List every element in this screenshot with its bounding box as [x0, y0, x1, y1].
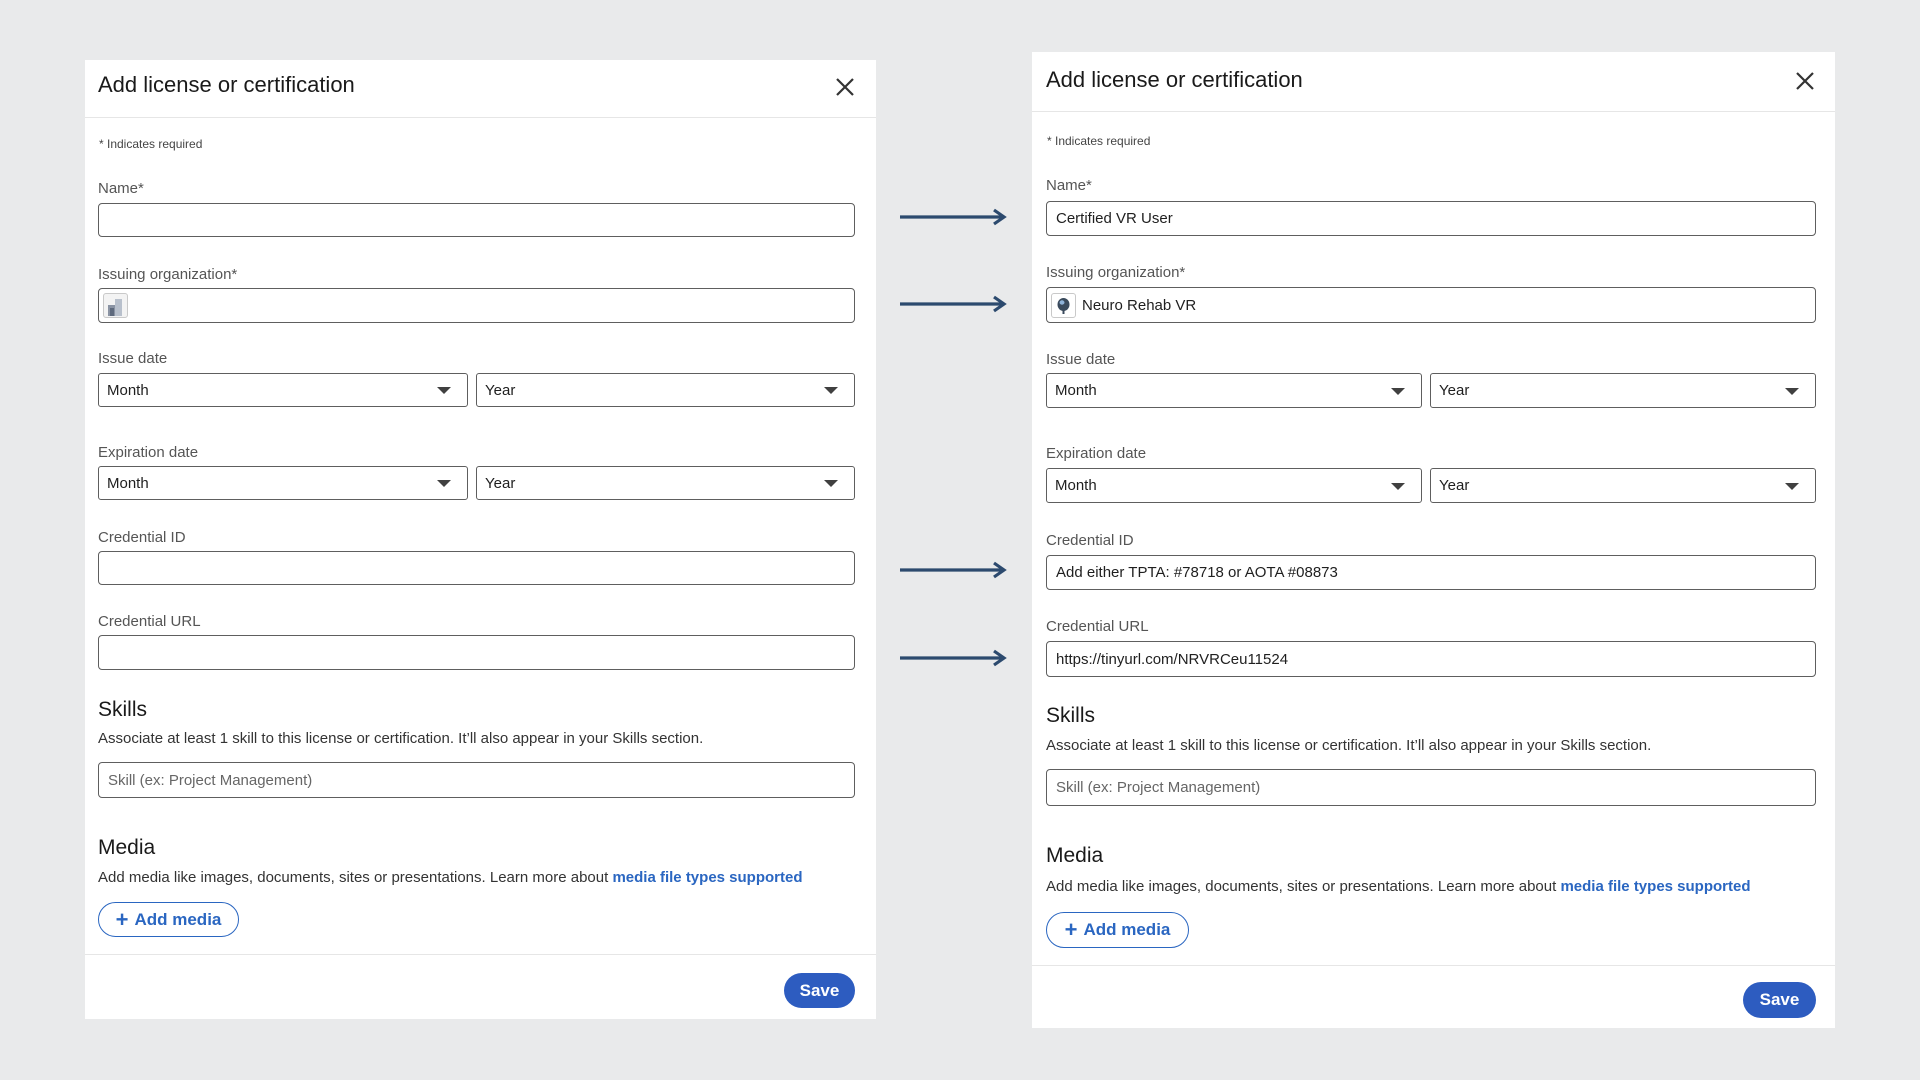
credential-url-label: Credential URL — [1046, 618, 1149, 635]
expiration-month-value: Month — [107, 474, 149, 492]
skills-description: Associate at least 1 skill to this license or certification. It’ll also appear in your Skills section. — [1046, 737, 1652, 754]
save-button[interactable]: Save — [1743, 982, 1816, 1018]
add-media-button[interactable] — [98, 902, 239, 937]
name-input[interactable] — [98, 203, 855, 237]
issue-year-value: Year — [1439, 382, 1470, 399]
expiration-month-select[interactable] — [1046, 468, 1422, 503]
media-title: Media — [98, 836, 156, 859]
issuing-org-label: Issuing organization* — [1046, 264, 1186, 281]
issuing-org-label: Issuing organization* — [98, 266, 238, 283]
issuing-org-value: Neuro Rehab VR — [1082, 296, 1197, 314]
expiration-year-select[interactable] — [476, 466, 855, 500]
add-media-label: Add media — [134, 909, 222, 929]
issue-month-value: Month — [107, 381, 149, 399]
media-file-types-link[interactable]: media file types supported — [612, 869, 803, 886]
caret-down-icon — [824, 480, 838, 487]
caret-down-icon — [1785, 483, 1799, 490]
expiration-year-value: Year — [485, 474, 516, 492]
plus-icon: + — [1064, 917, 1078, 942]
footer-divider — [85, 954, 876, 955]
skills-description: Associate at least 1 skill to this license or certification. It’ll also appear in your Skills section. — [98, 730, 704, 747]
issue-month-value: Month — [1055, 382, 1097, 399]
media-description-text: Add media like images, documents, sites or presentations. Learn more about — [1046, 878, 1561, 895]
name-label: Name* — [1046, 177, 1092, 194]
expiration-month-value: Month — [1055, 477, 1097, 494]
issue-date-label: Issue date — [98, 350, 168, 367]
left-dialog — [85, 60, 876, 1019]
right-dialog — [1032, 52, 1835, 1028]
caret-down-icon — [824, 387, 838, 394]
expiration-date-label: Expiration date — [1046, 445, 1147, 462]
caret-down-icon — [1391, 388, 1405, 395]
brain-logo-icon — [1051, 293, 1076, 318]
skill-input[interactable] — [98, 762, 855, 798]
arrow-right-icon — [898, 294, 1010, 314]
skill-input-placeholder: Skill (ex: Project Management) — [108, 771, 313, 789]
footer-divider — [1032, 965, 1835, 966]
close-icon — [832, 74, 858, 100]
close-button[interactable] — [832, 74, 858, 100]
issue-date-label: Issue date — [1046, 351, 1116, 368]
media-description — [1046, 878, 1751, 895]
dialog-title: Add license or certification — [1046, 67, 1303, 92]
name-input-value: Certified VR User — [1056, 210, 1173, 227]
issue-year-select[interactable] — [1430, 373, 1816, 408]
arrow-right-icon — [898, 560, 1010, 580]
required-note: * Indicates required — [99, 137, 203, 151]
caret-down-icon — [1391, 483, 1405, 490]
expiration-date-label: Expiration date — [98, 444, 199, 461]
caret-down-icon — [1785, 388, 1799, 395]
name-label: Name* — [98, 180, 144, 197]
media-description-text: Add media like images, documents, sites or presentations. Learn more about — [98, 869, 613, 886]
issue-year-value: Year — [485, 381, 516, 399]
arrow-right-icon — [898, 207, 1010, 227]
save-button[interactable]: Save — [784, 973, 855, 1008]
expiration-year-select[interactable] — [1430, 468, 1816, 503]
add-media-button[interactable] — [1046, 912, 1189, 948]
media-file-types-link[interactable]: media file types supported — [1560, 878, 1751, 895]
credential-url-value: https://tinyurl.com/NRVRCeu11524 — [1056, 650, 1289, 668]
credential-id-label: Credential ID — [1046, 532, 1134, 549]
credential-id-value: Add either TPTA: #78718 or AOTA #08873 — [1056, 564, 1338, 581]
placeholder-logo-icon — [103, 293, 128, 318]
media-title: Media — [1046, 844, 1104, 867]
issuing-org-input[interactable] — [1046, 287, 1816, 323]
dialog-title: Add license or certification — [98, 72, 355, 97]
credential-id-input[interactable] — [98, 551, 855, 585]
issue-month-select[interactable] — [98, 373, 468, 407]
credential-url-input[interactable] — [98, 635, 855, 670]
close-icon — [1792, 68, 1818, 94]
media-description — [98, 869, 803, 886]
credential-url-input[interactable] — [1046, 641, 1816, 677]
skills-title: Skills — [1046, 704, 1096, 727]
skill-input[interactable] — [1046, 769, 1816, 806]
required-note: * Indicates required — [1047, 134, 1151, 148]
name-input[interactable] — [1046, 201, 1816, 236]
skill-input-placeholder: Skill (ex: Project Management) — [1056, 779, 1261, 796]
caret-down-icon — [437, 480, 451, 487]
expiration-month-select[interactable] — [98, 466, 468, 500]
skills-title: Skills — [98, 698, 148, 721]
arrow-right-icon — [898, 648, 1010, 668]
issue-month-select[interactable] — [1046, 373, 1422, 408]
add-media-label: Add media — [1083, 920, 1171, 939]
plus-icon: + — [115, 906, 129, 932]
dialog-header — [1032, 52, 1835, 112]
close-button[interactable] — [1792, 68, 1818, 94]
issue-year-select[interactable] — [476, 373, 855, 407]
credential-url-label: Credential URL — [98, 613, 201, 630]
expiration-year-value: Year — [1439, 477, 1470, 494]
dialog-header — [85, 60, 876, 118]
caret-down-icon — [437, 387, 451, 394]
credential-id-input[interactable] — [1046, 555, 1816, 590]
issuing-org-input[interactable] — [98, 288, 855, 323]
credential-id-label: Credential ID — [98, 529, 186, 546]
